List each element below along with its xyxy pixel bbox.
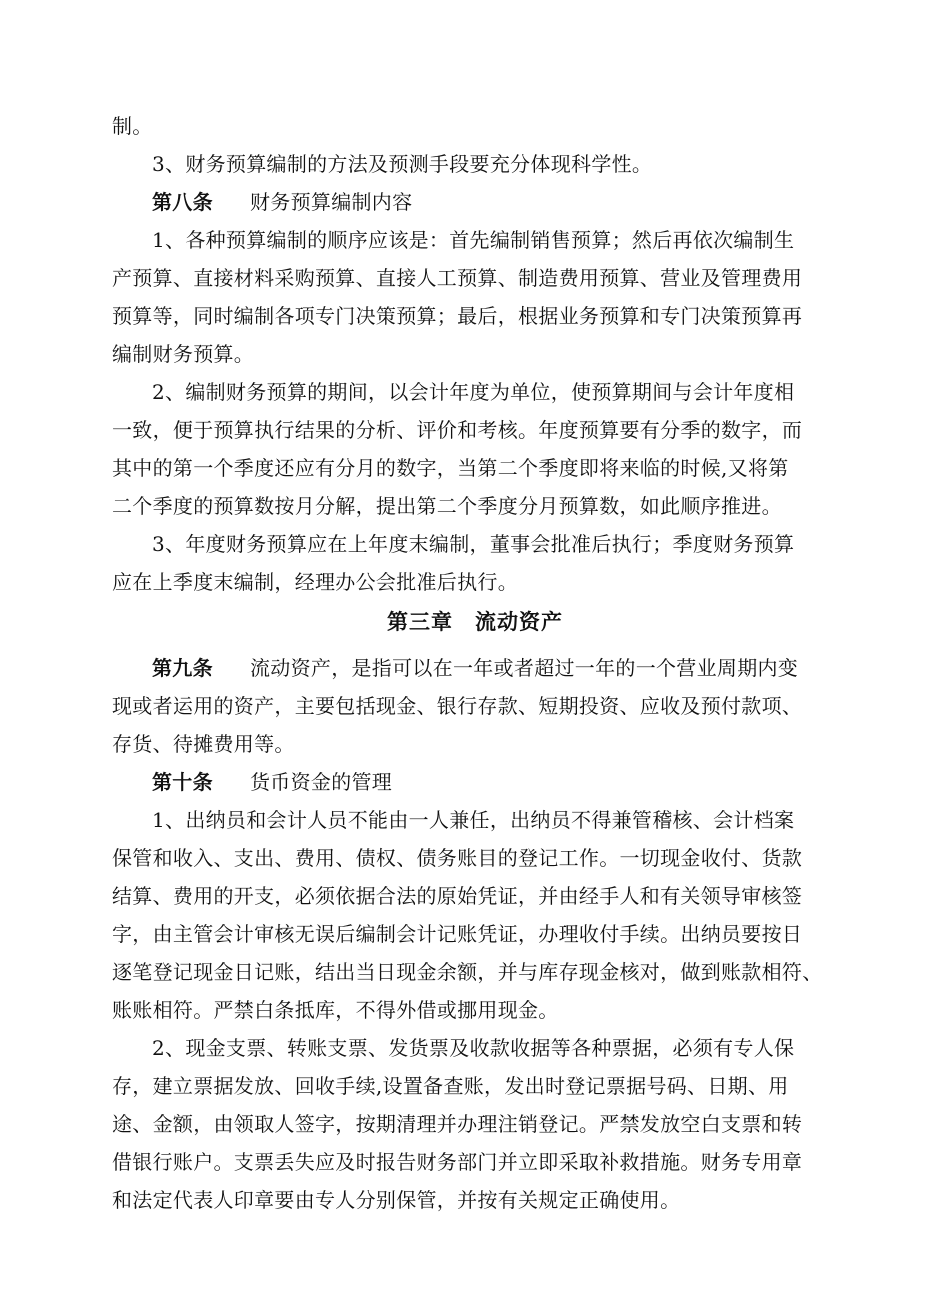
paragraph-line: 编制财务预算。	[112, 342, 255, 366]
paragraph-line: 字，由主管会计审核无误后编制会计记账凭证，办理收付手续。出纳员要按日	[112, 922, 803, 946]
paragraph-line: 借银行账户。支票丢失应及时报告财务部门并立即采取补救措施。财务专用章	[112, 1150, 803, 1174]
paragraph-line: 和法定代表人印章要由专人分别保管，并按有关规定正确使用。	[112, 1188, 681, 1212]
paragraph-line: 途、金额，由领取人签字，按期清理并办理注销登记。严禁发放空白支票和转	[112, 1112, 803, 1136]
article-9-text: 流动资产，是指可以在一年或者超过一年的一个营业周期内变	[250, 656, 799, 680]
paragraph-line: 其中的第一个季度还应有分月的数字，当第二个季度即将来临的时候,又将第	[112, 456, 789, 480]
article-9-title: 第九条	[152, 656, 213, 680]
article-8-title: 第八条	[152, 190, 213, 214]
article-10-text: 货币资金的管理	[250, 770, 393, 794]
paragraph-line: 预算等，同时编制各项专门决策预算；最后，根据业务预算和专门决策预算再	[112, 304, 803, 328]
paragraph-line: 现或者运用的资产，主要包括现金、银行存款、短期投资、应收及预付款项、	[112, 694, 803, 718]
article-8-heading	[152, 189, 412, 215]
paragraph-line: 存货、待摊费用等。	[112, 732, 295, 756]
paragraph-line: 制。	[112, 114, 153, 138]
paragraph-line: 3、财务预算编制的方法及预测手段要充分体现科学性。	[152, 152, 653, 176]
paragraph-line: 账账相符。严禁白条抵库，不得外借或挪用现金。	[112, 998, 559, 1022]
paragraph-line: 产预算、直接材料采购预算、直接人工预算、制造费用预算、营业及管理费用	[112, 266, 803, 290]
paragraph-line: 1、出纳员和会计人员不能由一人兼任，出纳员不得兼管稽核、会计档案	[152, 808, 795, 832]
article-8-text: 财务预算编制内容	[250, 190, 413, 214]
paragraph-line: 结算、费用的开支，必须依据合法的原始凭证，并由经手人和有关领导审核签	[112, 884, 803, 908]
article-10-title: 第十条	[152, 770, 213, 794]
paragraph-line: 二个季度的预算数按月分解，提出第二个季度分月预算数，如此顺序推进。	[112, 494, 782, 518]
chapter-heading: 第三章 流动资产	[387, 609, 563, 634]
paragraph-line: 应在上季度末编制，经理办公会批准后执行。	[112, 570, 518, 594]
paragraph-line: 一致，便于预算执行结果的分析、评价和考核。年度预算要有分季的数字，而	[112, 418, 803, 442]
paragraph-line: 逐笔登记现金日记账，结出当日现金余额，并与库存现金核对，做到账款相符、	[112, 960, 823, 984]
paragraph-line: 2、编制财务预算的期间，以会计年度为单位，使预算期间与会计年度相	[152, 380, 795, 404]
article-10-heading	[152, 769, 392, 795]
paragraph-line: 3、年度财务预算应在上年度末编制，董事会批准后执行；季度财务预算	[152, 532, 795, 556]
paragraph-line: 保管和收入、支出、费用、债权、债务账目的登记工作。一切现金收付、货款	[112, 846, 803, 870]
article-9-heading	[152, 655, 798, 681]
paragraph-line: 2、现金支票、转账支票、发货票及收款收据等各种票据，必须有专人保	[152, 1036, 795, 1060]
paragraph-line: 1、各种预算编制的顺序应该是：首先编制销售预算；然后再依次编制生	[152, 228, 795, 252]
paragraph-line: 存，建立票据发放、回收手续,设置备查账，发出时登记票据号码、日期、用	[112, 1074, 789, 1098]
